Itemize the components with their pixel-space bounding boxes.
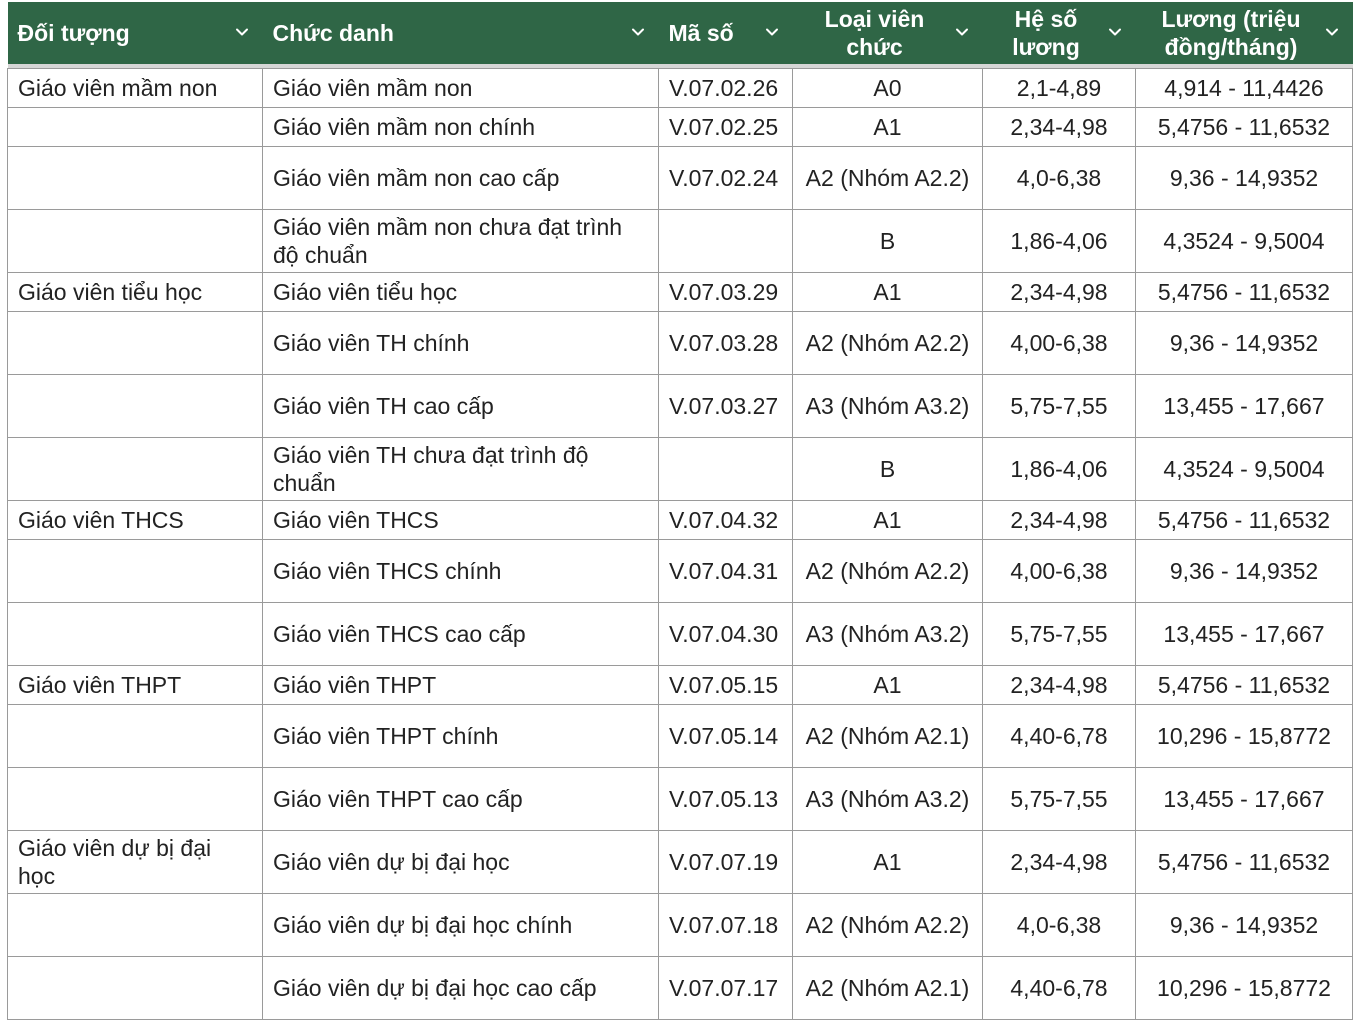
cell-doi-tuong: [8, 540, 263, 603]
cell-chuc-danh: Giáo viên TH cao cấp: [263, 375, 659, 438]
cell-he-so-luong: 5,75-7,55: [983, 603, 1136, 666]
cell-ma-so: V.07.05.15: [659, 666, 793, 705]
cell-loai-vien-chuc: B: [793, 210, 983, 273]
cell-he-so-luong: 4,00-6,38: [983, 312, 1136, 375]
cell-luong: 9,36 - 14,9352: [1136, 540, 1353, 603]
cell-doi-tuong: [8, 375, 263, 438]
cell-luong: 5,4756 - 11,6532: [1136, 831, 1353, 894]
cell-ma-so: V.07.02.26: [659, 69, 793, 108]
cell-ma-so: V.07.04.31: [659, 540, 793, 603]
cell-ma-so: V.07.02.24: [659, 147, 793, 210]
column-header-he-so-luong[interactable]: [983, 2, 1136, 64]
cell-loai-vien-chuc: A2 (Nhóm A2.2): [793, 147, 983, 210]
cell-chuc-danh: Giáo viên dự bị đại học chính: [263, 894, 659, 957]
table-row: [8, 438, 1353, 501]
cell-he-so-luong: 1,86-4,06: [983, 438, 1136, 501]
cell-ma-so: V.07.04.30: [659, 603, 793, 666]
cell-he-so-luong: 5,75-7,55: [983, 768, 1136, 831]
cell-doi-tuong: [8, 603, 263, 666]
cell-chuc-danh: Giáo viên mầm non cao cấp: [263, 147, 659, 210]
cell-luong: 4,3524 - 9,5004: [1136, 210, 1353, 273]
cell-loai-vien-chuc: A3 (Nhóm A3.2): [793, 375, 983, 438]
cell-loai-vien-chuc: A2 (Nhóm A2.2): [793, 540, 983, 603]
table-row: [8, 108, 1353, 147]
cell-chuc-danh: Giáo viên mầm non: [263, 69, 659, 108]
cell-he-so-luong: 2,1-4,89: [983, 69, 1136, 108]
cell-chuc-danh: Giáo viên tiểu học: [263, 273, 659, 312]
cell-luong: 5,4756 - 11,6532: [1136, 666, 1353, 705]
cell-doi-tuong: Giáo viên dự bị đại học: [8, 831, 263, 894]
cell-luong: 10,296 - 15,8772: [1136, 705, 1353, 768]
cell-chuc-danh: Giáo viên dự bị đại học: [263, 831, 659, 894]
cell-ma-so: V.07.04.32: [659, 501, 793, 540]
cell-he-so-luong: 4,40-6,78: [983, 705, 1136, 768]
cell-ma-so: V.07.02.25: [659, 108, 793, 147]
cell-chuc-danh: Giáo viên THCS cao cấp: [263, 603, 659, 666]
cell-he-so-luong: 2,34-4,98: [983, 831, 1136, 894]
cell-doi-tuong: Giáo viên THCS: [8, 501, 263, 540]
cell-he-so-luong: 5,75-7,55: [983, 375, 1136, 438]
column-header-chuc-danh[interactable]: [263, 2, 659, 64]
cell-chuc-danh: Giáo viên mầm non chưa đạt trình độ chuẩn: [263, 210, 659, 273]
cell-doi-tuong: [8, 147, 263, 210]
cell-doi-tuong: [8, 108, 263, 147]
cell-loai-vien-chuc: A1: [793, 501, 983, 540]
cell-ma-so: V.07.07.18: [659, 894, 793, 957]
table-row: [8, 540, 1353, 603]
cell-luong: 9,36 - 14,9352: [1136, 147, 1353, 210]
cell-chuc-danh: Giáo viên THCS chính: [263, 540, 659, 603]
cell-he-so-luong: 2,34-4,98: [983, 501, 1136, 540]
table-row: [8, 312, 1353, 375]
cell-loai-vien-chuc: A1: [793, 666, 983, 705]
table-row: [8, 210, 1353, 273]
table-header: [8, 2, 1353, 69]
table-row: [8, 768, 1353, 831]
cell-ma-so: [659, 210, 793, 273]
column-header-label: Lương (triệu đồng/tháng): [1161, 6, 1301, 60]
cell-loai-vien-chuc: A0: [793, 69, 983, 108]
cell-luong: 5,4756 - 11,6532: [1136, 273, 1353, 312]
cell-luong: 13,455 - 17,667: [1136, 768, 1353, 831]
cell-he-so-luong: 2,34-4,98: [983, 108, 1136, 147]
chevron-down-icon[interactable]: [631, 25, 645, 39]
cell-doi-tuong: [8, 768, 263, 831]
chevron-down-icon[interactable]: [1108, 25, 1122, 39]
table-row: [8, 147, 1353, 210]
cell-loai-vien-chuc: A2 (Nhóm A2.1): [793, 705, 983, 768]
cell-he-so-luong: 4,0-6,38: [983, 894, 1136, 957]
column-header-doi-tuong[interactable]: [8, 2, 263, 64]
cell-luong: 9,36 - 14,9352: [1136, 894, 1353, 957]
cell-chuc-danh: Giáo viên THPT: [263, 666, 659, 705]
cell-loai-vien-chuc: A3 (Nhóm A3.2): [793, 603, 983, 666]
cell-ma-so: V.07.05.13: [659, 768, 793, 831]
cell-doi-tuong: [8, 438, 263, 501]
chevron-down-icon[interactable]: [765, 25, 779, 39]
cell-doi-tuong: Giáo viên mầm non: [8, 69, 263, 108]
cell-ma-so: V.07.03.27: [659, 375, 793, 438]
cell-chuc-danh: Giáo viên THCS: [263, 501, 659, 540]
chevron-down-icon[interactable]: [955, 25, 969, 39]
table-body: [8, 69, 1353, 1020]
cell-chuc-danh: Giáo viên dự bị đại học cao cấp: [263, 957, 659, 1020]
cell-chuc-danh: Giáo viên THPT chính: [263, 705, 659, 768]
table-row: [8, 273, 1353, 312]
cell-luong: 13,455 - 17,667: [1136, 375, 1353, 438]
table-row: [8, 666, 1353, 705]
cell-chuc-danh: Giáo viên TH chưa đạt trình độ chuẩn: [263, 438, 659, 501]
cell-he-so-luong: 4,0-6,38: [983, 147, 1136, 210]
cell-luong: 13,455 - 17,667: [1136, 603, 1353, 666]
cell-chuc-danh: Giáo viên mầm non chính: [263, 108, 659, 147]
cell-loai-vien-chuc: A2 (Nhóm A2.1): [793, 957, 983, 1020]
cell-doi-tuong: [8, 210, 263, 273]
cell-ma-so: V.07.03.29: [659, 273, 793, 312]
cell-ma-so: V.07.07.17: [659, 957, 793, 1020]
column-header-ma-so[interactable]: [659, 2, 793, 64]
table-row: [8, 69, 1353, 108]
table-row: [8, 501, 1353, 540]
table-row: [8, 894, 1353, 957]
chevron-down-icon[interactable]: [1325, 25, 1339, 39]
cell-luong: 4,3524 - 9,5004: [1136, 438, 1353, 501]
column-header-label: Đối tượng: [17, 20, 130, 46]
column-header-luong[interactable]: [1136, 2, 1353, 64]
column-header-label: Chức danh: [272, 20, 394, 46]
cell-he-so-luong: 2,34-4,98: [983, 666, 1136, 705]
cell-loai-vien-chuc: A2 (Nhóm A2.2): [793, 312, 983, 375]
cell-doi-tuong: [8, 312, 263, 375]
table-row: [8, 831, 1353, 894]
cell-ma-so: V.07.07.19: [659, 831, 793, 894]
table-row: [8, 705, 1353, 768]
cell-doi-tuong: [8, 705, 263, 768]
cell-he-so-luong: 4,00-6,38: [983, 540, 1136, 603]
column-header-label: Mã số: [668, 20, 734, 46]
cell-doi-tuong: Giáo viên tiểu học: [8, 273, 263, 312]
cell-doi-tuong: [8, 957, 263, 1020]
column-header-label: Hệ số lương: [1012, 6, 1080, 60]
cell-luong: 5,4756 - 11,6532: [1136, 108, 1353, 147]
salary-table: [7, 2, 1353, 1020]
cell-ma-so: V.07.05.14: [659, 705, 793, 768]
cell-chuc-danh: Giáo viên THPT cao cấp: [263, 768, 659, 831]
chevron-down-icon[interactable]: [235, 25, 249, 39]
cell-he-so-luong: 4,40-6,78: [983, 957, 1136, 1020]
cell-loai-vien-chuc: A1: [793, 273, 983, 312]
cell-luong: 5,4756 - 11,6532: [1136, 501, 1353, 540]
cell-he-so-luong: 2,34-4,98: [983, 273, 1136, 312]
cell-luong: 10,296 - 15,8772: [1136, 957, 1353, 1020]
cell-loai-vien-chuc: A1: [793, 108, 983, 147]
cell-luong: 9,36 - 14,9352: [1136, 312, 1353, 375]
cell-ma-so: V.07.03.28: [659, 312, 793, 375]
column-header-label: Loại viên chức: [824, 6, 925, 60]
column-header-loai-vien-chuc[interactable]: [793, 2, 983, 64]
cell-loai-vien-chuc: A3 (Nhóm A3.2): [793, 768, 983, 831]
cell-doi-tuong: Giáo viên THPT: [8, 666, 263, 705]
cell-loai-vien-chuc: A1: [793, 831, 983, 894]
cell-he-so-luong: 1,86-4,06: [983, 210, 1136, 273]
cell-ma-so: [659, 438, 793, 501]
table-row: [8, 375, 1353, 438]
cell-loai-vien-chuc: B: [793, 438, 983, 501]
cell-loai-vien-chuc: A2 (Nhóm A2.2): [793, 894, 983, 957]
cell-luong: 4,914 - 11,4426: [1136, 69, 1353, 108]
cell-chuc-danh: Giáo viên TH chính: [263, 312, 659, 375]
table-row: [8, 603, 1353, 666]
table-row: [8, 957, 1353, 1020]
cell-doi-tuong: [8, 894, 263, 957]
